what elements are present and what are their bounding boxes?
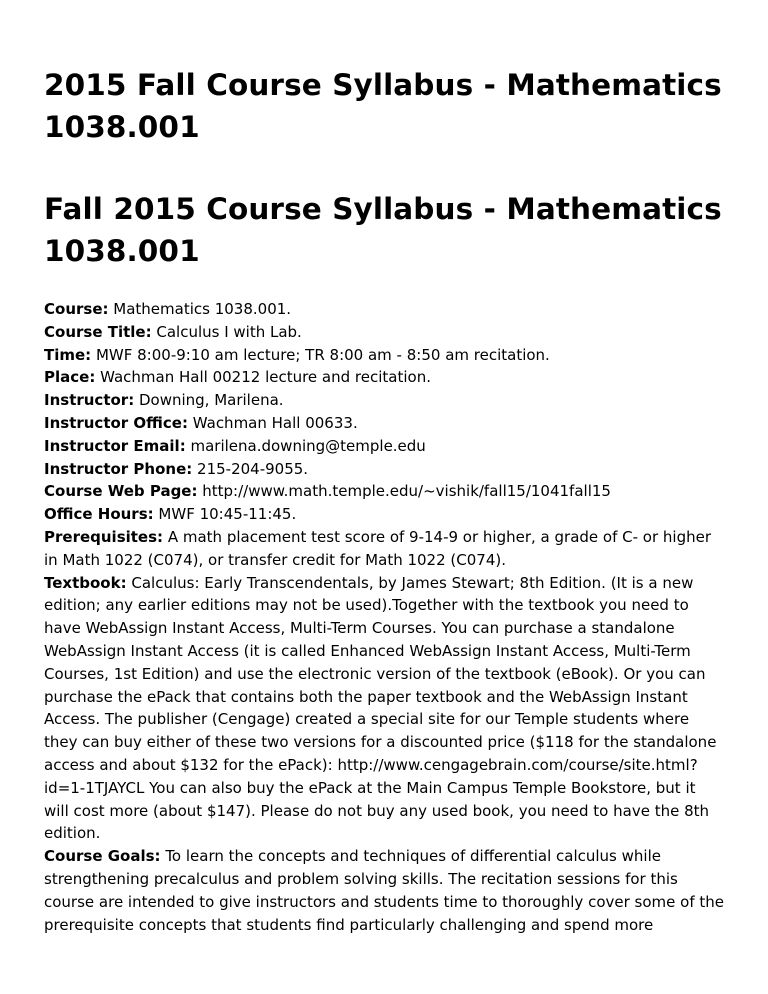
field-value: marilena.downing@temple.edu (190, 436, 426, 455)
field-instructor (44, 389, 724, 412)
field-label: Course Web Page: (44, 482, 198, 501)
field-label: Time: (44, 345, 92, 364)
field-value: MWF 8:00-9:10 am lecture; TR 8:00 am - 8:50 am recitation. (95, 345, 550, 364)
field-value: Mathematics 1038.001. (113, 300, 292, 318)
field-label: Instructor: (44, 391, 135, 410)
field-course-title (44, 321, 724, 344)
field-value: Calculus I with Lab. (156, 322, 302, 341)
field-course (44, 298, 724, 321)
field-value: MWF 10:45-11:45. (158, 505, 297, 524)
field-label: Office Hours: (44, 505, 154, 524)
field-label: Course: (44, 300, 109, 318)
field-instructor-email (44, 435, 724, 458)
field-place (44, 366, 724, 389)
field-instructor-office (44, 412, 724, 435)
field-value: http://www.math.temple.edu/~vishik/fall15/1041fall15 (202, 482, 611, 501)
field-value: Wachman Hall 00633. (192, 413, 358, 432)
field-label: Instructor Email: (44, 436, 186, 455)
field-prerequisites (44, 526, 724, 572)
field-label: Instructor Phone: (44, 459, 193, 478)
field-value: Calculus: Early Transcendentals, by James Stewart; 8th Edition. (It is a new edition; any earlier editions may not be used).Together with the textbook you need to have WebAssign Instant Access, Multi-Term Courses. You can purchase a standalone WebAssign Instant Access (it is called Enhanced WebAssign Instant Access, Multi-Term Courses, 1st Edition) and use the electronic version of the textbook (eBook). Or you can purchase the ePack that contains both the paper textbook and the WebAssign Instant Access. The publisher (Cengage) created a special site for our Temple students where they can buy either of these two versions for a discounted price ($118 for the standalone access and about $132 for the ePack): http://www.cengagebrain.com/course/site.html?id=1-1TJAYCL You can also buy the ePack at the Main Campus Temple Bookstore, but it will cost more (about $147). Please do not buy any used book, you need to have the 8th edition. (44, 573, 717, 843)
field-instructor-phone (44, 458, 724, 481)
document-subtitle: Fall 2015 Course Syllabus - Mathematics 1038.001 (44, 192, 722, 268)
field-label: Instructor Office: (44, 413, 188, 432)
field-value: Downing, Marilena. (138, 391, 284, 410)
field-label: Prerequisites: (44, 527, 164, 546)
field-course-goals (44, 845, 724, 936)
field-value: Wachman Hall 00212 lecture and recitation. (100, 368, 431, 387)
field-label: Place: (44, 368, 96, 387)
field-course-web-page (44, 480, 724, 503)
field-time (44, 344, 724, 367)
field-value: To learn the concepts and techniques of differential calculus while strengthening precalculus and problem solving skills. The recitation sessions for this course are intended to give instructors and students time to thoroughly cover some of the prerequisite concepts that students find particularly challenging and spend more (44, 847, 724, 934)
field-office-hours (44, 503, 724, 526)
document-title: 2015 Fall Course Syllabus - Mathematics 1038.001 (44, 68, 722, 144)
syllabus-fields (44, 298, 724, 936)
field-label: Course Goals: (44, 847, 161, 866)
field-label: Textbook: (44, 573, 127, 592)
field-textbook (44, 572, 724, 846)
field-label: Course Title: (44, 322, 152, 341)
field-value: A math placement test score of 9-14-9 or higher, a grade of C- or higher in Math 1022 (C074), or transfer credit for Math 1022 (C074). (44, 527, 712, 569)
field-value: 215-204-9055. (197, 459, 309, 478)
